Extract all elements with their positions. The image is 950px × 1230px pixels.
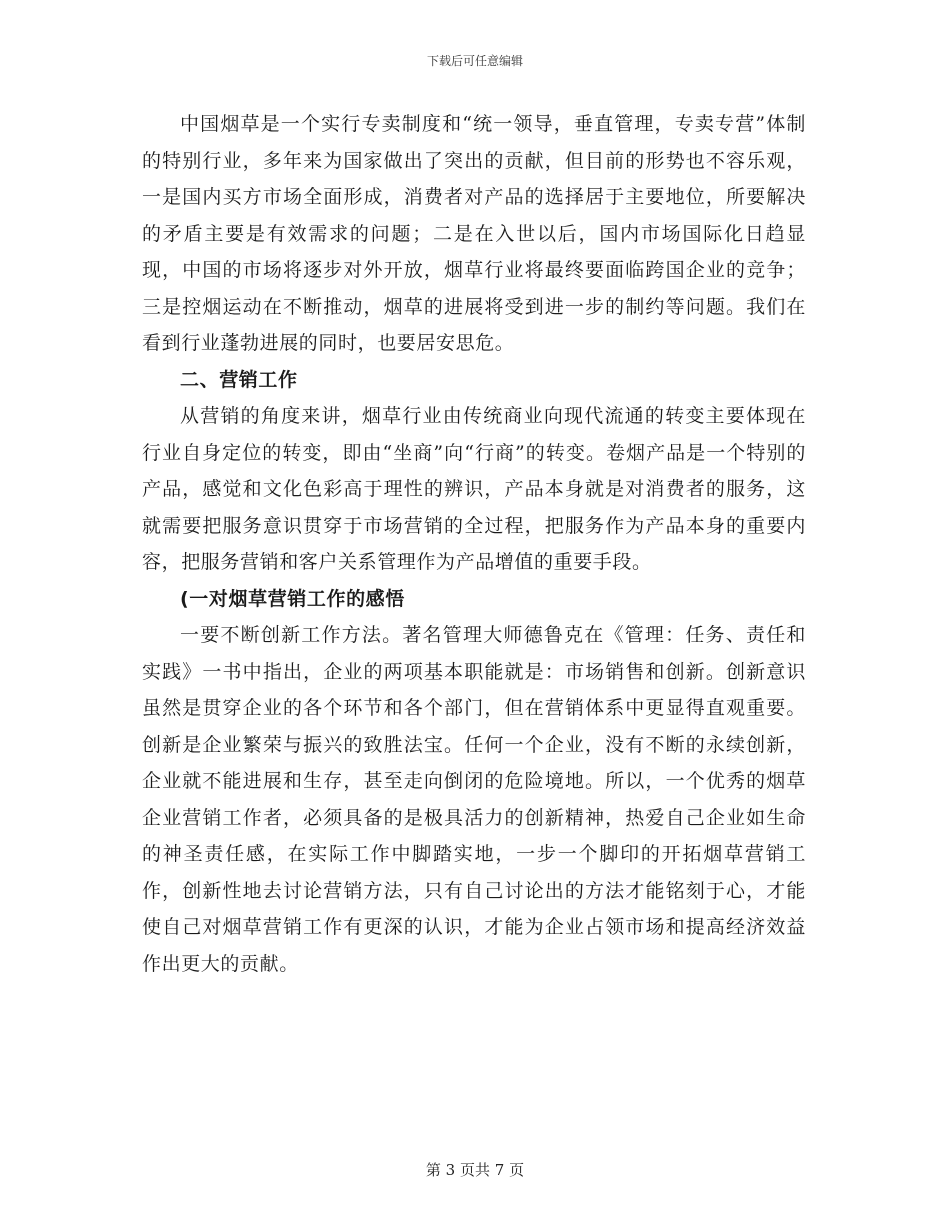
- document-body: [142, 106, 806, 982]
- page-number: 第 3 页共 7 页: [425, 1161, 525, 1179]
- paragraph-intro: 中国烟草是一个实行专卖制度和“统一领导，垂直管理，专卖专营”体制的特别行业，多年来为国家做出了突出的贡献，但目前的形势也不容乐观，一是国内买方市场全面形成，消费者对产品的选择居于主要地位，所要解决的矛盾主要是有效需求的问题；二是在入世以后，国内市场国际化日趋显现，中国的市场将逐步对外开放，烟草行业将最终要面临跨国企业的竞争；三是控烟运动在不断推动，烟草的进展将受到进一步的制约等问题。我们在看到行业蓬勃进展的同时，也要居安思危。: [142, 113, 806, 354]
- section-heading-marketing: 二、营销工作: [180, 368, 298, 391]
- page-header-note: 下载后可任意编辑: [426, 54, 523, 68]
- subsection-heading-insights: (一对烟草营销工作的感悟: [180, 587, 405, 610]
- paragraph-innovation: 一要不断创新工作方法。著名管理大师德鲁克在《管理：任务、责任和实践》一书中指出，企业的两项基本职能就是：市场销售和创新。创新意识虽然是贯穿企业的各个环节和各个部门，但在营销体系中更显得直观重要。创新是企业繁荣与振兴的致胜法宝。任何一个企业，没有不断的永续创新，企业就不能进展和生存，甚至走向倒闭的危险境地。所以，一个优秀的烟草企业营销工作者，必须具备的是极具活力的创新精神，热爱自己企业如生命的神圣责任感，在实际工作中脚踏实地，一步一个脚印的开拓烟草营销工作，创新性地去讨论营销方法，只有自己讨论出的方法才能铭刻于心，才能使自己对烟草营销工作有更深的认识，才能为企业占领市场和提高经济效益作出更大的贡献。: [142, 624, 806, 975]
- paragraph-marketing: 从营销的角度来讲，烟草行业由传统商业向现代流通的转变主要体现在行业自身定位的转变，即由“坐商”向“行商”的转变。卷烟产品是一个特别的产品，感觉和文化色彩高于理性的辨识，产品本身就是对消费者的服务，这就需要把服务意识贯穿于市场营销的全过程，把服务作为产品本身的重要内容，把服务营销和客户关系管理作为产品增值的重要手段。: [142, 405, 806, 573]
